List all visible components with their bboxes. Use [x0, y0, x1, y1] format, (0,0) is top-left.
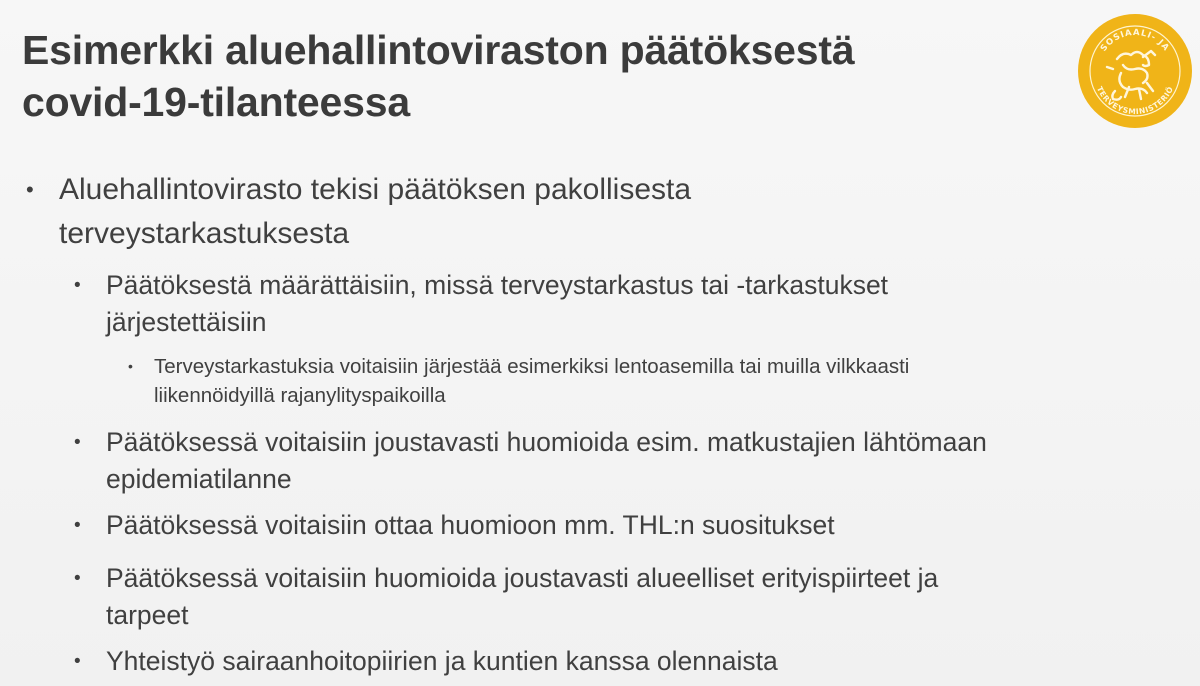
bullet-line: Päätöksestä määrättäisiin, missä terveystarkastus tai -tarkastukset — [106, 270, 889, 300]
slide-title-line-2: covid-19-tilanteessa — [22, 79, 410, 125]
bullet-text — [106, 507, 1176, 544]
bullet-dot-icon: • — [74, 568, 81, 589]
bullet-dot-icon: • — [26, 177, 34, 202]
bullet-line: liikennöidyillä rajanylityspaikoilla — [154, 384, 446, 407]
bullet-line: Aluehallintovirasto tekisi päätöksen pakollisesta — [59, 173, 692, 206]
bullet-text — [106, 424, 1176, 498]
bullet-dot-icon: • — [74, 515, 81, 536]
bullet-line: Terveystarkastuksia voitaisiin järjestää esimerkiksi lentoasemilla tai muilla vilkkaasti — [154, 355, 910, 378]
bullet-text — [106, 643, 1176, 680]
bullet-dot-icon: • — [74, 275, 81, 296]
slide-title — [22, 24, 1022, 128]
bullet-line: Päätöksessä voitaisiin ottaa huomioon mm. THL:n suositukset — [106, 510, 835, 540]
bullet-dot-icon: • — [74, 432, 81, 453]
bullet-line: Päätöksessä voitaisiin huomioida joustavasti alueelliset erityispiirteet ja — [106, 563, 939, 593]
ministry-logo-icon — [1077, 13, 1193, 129]
slide-title-line-1: Esimerkki aluehallintoviraston päätöksestä — [22, 27, 855, 73]
logo-bottom-text: TERVEYSMINISTERIÖ — [1094, 84, 1176, 117]
bullet-text — [59, 168, 1159, 256]
bullet-dot-icon: • — [74, 651, 81, 672]
bullet-line: epidemiatilanne — [106, 464, 292, 494]
bullet-text — [106, 267, 1176, 341]
bullet-dot-icon: • — [128, 358, 133, 374]
bullet-line: Päätöksessä voitaisiin joustavasti huomioida esim. matkustajien lähtömaan — [106, 427, 987, 457]
bullet-text — [154, 352, 1174, 410]
bullet-text — [106, 560, 1176, 634]
logo-top-text: SOSIAALI- JA — [1098, 27, 1172, 54]
bullet-line: tarpeet — [106, 600, 189, 630]
bullet-line: järjestettäisiin — [106, 307, 267, 337]
bullet-line: terveystarkastuksesta — [59, 217, 350, 250]
bullet-line: Yhteistyö sairaanhoitopiirien ja kuntien kanssa olennaista — [106, 646, 778, 676]
